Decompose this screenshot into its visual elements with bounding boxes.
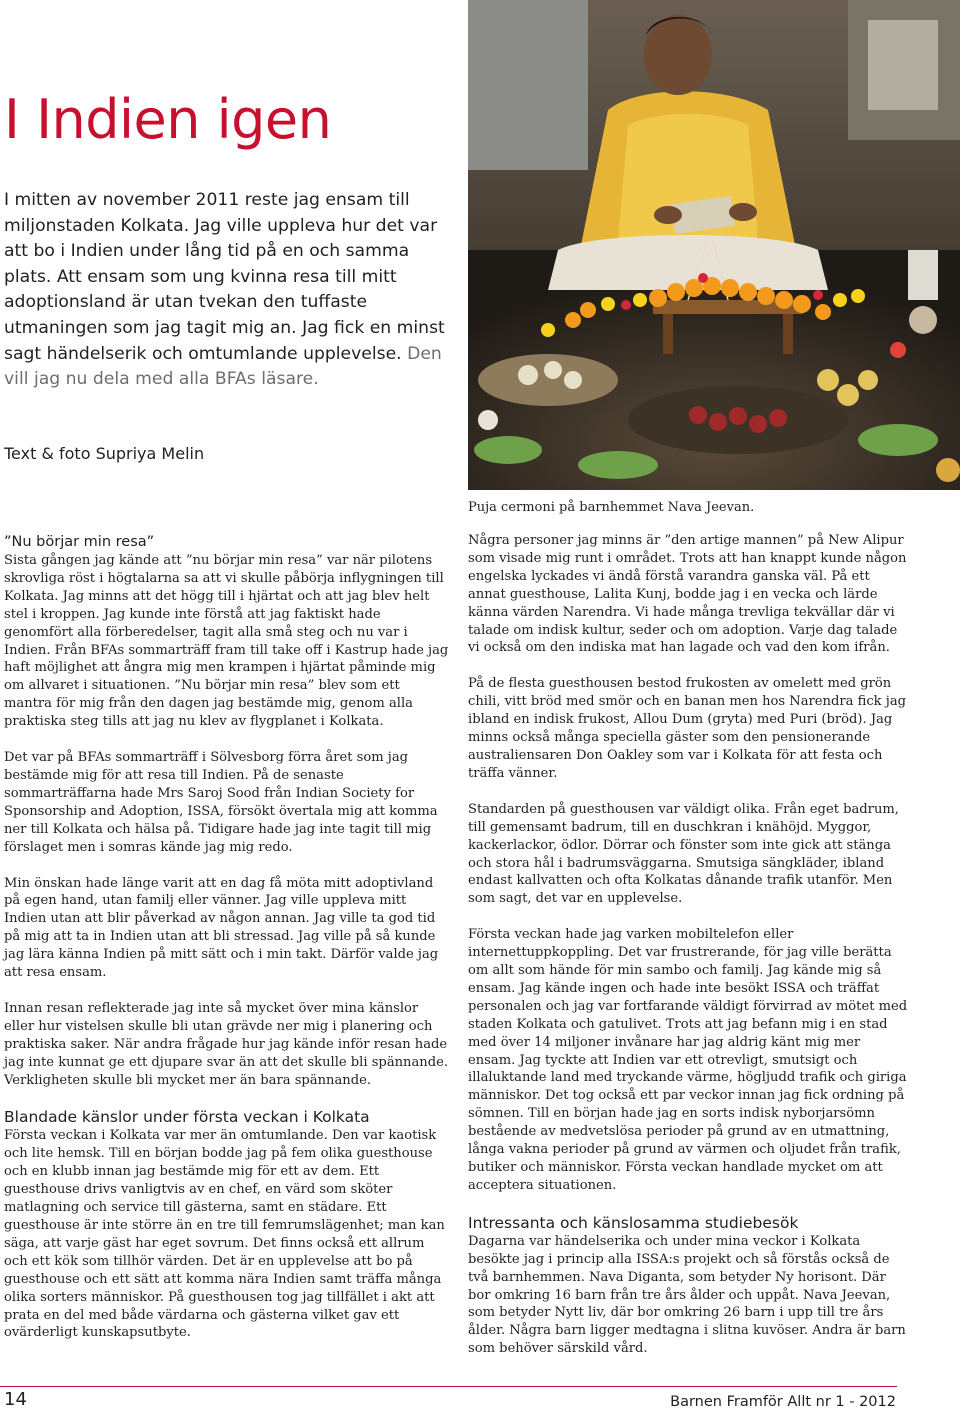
lead-text: I mitten av november 2011 reste jag ensam till miljonstaden Kolkata. Jag ville uppleva hur det var att bo i Indien under lång tid på en och samma plats. Att ensam som ung kvinna resa till mitt adoptionsland är utan tvekan den tuffaste utmaningen som jag tagit mig an. Jag fick en minst sagt händelserik och omtumlande upplevelse. xyxy=(4,190,445,364)
article-photo xyxy=(468,0,960,490)
paragraph: På de flesta guesthousen bestod frukosten av omelett med grön chili, vitt bröd med smör och en banan men hos Narendra fick jag ibland en indisk frukost, Allou Dum (gryta) med Puri (bröd). Jag minns också många speciella gäster som den pensionerande australiensaren Don Oakley som var i Kolkata för att festa och träffa vänner. xyxy=(468,676,907,781)
article-title: I Indien igen xyxy=(4,88,332,151)
paragraph: Några personer jag minns är ”den artige mannen” på New Alipur som visade mig runt i området. Trots att han knappt kunde någon engelska lyckades vi ändå förstå varandra ganska väl. På ett annat guesthouse, Lalita Kunj, bodde jag i en vecka och lärde känna värden Narendra. Vi hade många trevliga tekvällar där vi talade om indisk kultur, seder och om adoption. Varje dag talade vi också om den indiska mat han lagade och vad den kom ifrån. xyxy=(468,533,907,656)
paragraph: Innan resan reflekterade jag inte så mycket över mina känslor eller hur vistelsen skulle bli utan grävde ner mig i planering och praktiska saker. När andra frågade hur jag kände inför resan hade jag inte kunnat ge ett djupare svar än att det skulle bli spännande. Verkligheten skulle bli mycket mer än bara spännande. xyxy=(4,1000,449,1088)
section-heading: ”Nu börjar min resa” xyxy=(4,534,155,550)
article-lead xyxy=(4,188,449,393)
puja-ceremony-photo xyxy=(468,0,960,490)
byline: Text & foto Supriya Melin xyxy=(4,444,205,463)
publication-footer: Barnen Framför Allt nr 1 - 2012 xyxy=(670,1394,896,1410)
paragraph: Första veckan i Kolkata var mer än omtumlande. Den var kaotisk och lite hemsk. Till en början bodde jag på fem olika guesthouse och en klubb innan jag bestämde mig för ett av dem. Ett guesthouse drivs vanligtvis av en chef, en värd som sköter matlagning och service till gästerna, samt en städare. Ett guesthouse är inte större än en tre till femrumslägenhet; man kan säga, att varje gäst har eget sovrum. Det finns också ett allrum och ett kök som tillhör värden. Det är en upplevelse att bo på guesthouse och ett sätt att komma nära Indien samt träffa många olika sorters människor. På guesthousen tog jag tillfället i akt att prata en del med både värdarna och gästerna vilket gav ett ovärderligt kunskapsutbyte. xyxy=(4,1128,445,1341)
section-heading: Blandade känslor under första veckan i Kolkata xyxy=(4,1108,370,1127)
left-column xyxy=(4,532,451,1360)
paragraph: Min önskan hade länge varit att en dag få möta mitt adoptivland på egen hand, utan familj eller vänner. Jag ville uppleva mitt Indien utan att blir påverkad av någon annan. Jag ville ta god tid på mig att ta in Indien utan att bli stressad. Jag ville på så kunde jag lära känna Indien på mitt sätt och i min takt. Därför valde jag att resa ensam. xyxy=(4,875,439,981)
lead-text-emphasis: Den vill jag nu dela med alla BFAs läsare. xyxy=(4,343,442,390)
page-number: 14 xyxy=(4,1389,27,1410)
paragraph: Dagarna var händelserika och under mina veckor i Kolkata besökte jag i princip alla ISSA:s projekt och så förstås också de två barnhemmen. Nava Diganta, som betyder Ny horisont. Där bor omkring 16 barn från tre års ålder och uppåt. Nava Jeevan, som betyder Nytt liv, där bor omkring 26 barn i upp till tre års ålder. Några barn ligger medtagna i slitna kuvöser. Andra är barn som behöver särskild vård. xyxy=(468,1233,906,1357)
paragraph: Det var på BFAs sommarträff i Sölvesborg förra året som jag bestämde mig för att resa till Indien. På de senaste sommarträffarna hade Mrs Saroj Sood från Indian Society for Sponsorship and Adoption, ISSA, försökt övertala mig att komma ner till Kolkata och hälsa på. Tidigare hade jag inte tagit till mig förslaget men i somras kände jag mig redo. xyxy=(4,750,438,855)
paragraph: Standarden på guesthousen var väldigt olika. Från eget badrum, till gemensamt badrum, till en duschkran i knähöjd. Myggor, kackerlackor, ödlor. Dörrar och fönster som inte gick att stänga och stora hål i badrumsväggarna. Smutsiga sängkläder, ibland endast kallvatten och ofta Kolkatas dånande trafik utanför. Men som sagt, det var en upplevelse. xyxy=(468,801,899,907)
section-heading: Intressanta och känslosamma studiebesök xyxy=(468,1213,799,1232)
paragraph: Sista gången jag kände att ”nu börjar min resa” var när pilotens skrovliga röst i högtalarna sa att vi skulle påbörja inflygningen till Kolkata. Jag minns att det högg till i hjärtat och att jag blev helt stel i kroppen. Jag kunde inte förstå att jag faktiskt hade genomfört alla förberedelser, tagit alla små steg och nu var i Indien. Från BFAs sommarträff fram till take off i Kastrup hade jag haft möjlighet att ångra mig men krampen i hjärtat påminde mig om allvaret i situationen. ”Nu börjar min resa” blev som ett mantra för mig från den dagen jag bestämde mig, genom alla praktiska steg tills att jag nu klev av flygplanet i Kolkata. xyxy=(4,553,449,730)
photo-caption: Puja cermoni på barnhemmet Nava Jeevan. xyxy=(468,500,755,515)
right-column xyxy=(468,532,908,1376)
paragraph: Första veckan hade jag varken mobiltelefon eller internettuppkoppling. Det var frustrerande, för jag ville berätta om allt som hände för min sambo och familj. Jag kände mig så ensam. Jag kände ingen och hade inte besökt ISSA och träffat personalen och jag var fortfarande väldigt förvirrad av mötet med staden Kolkata och gatulivet. Trots att jag befann mig i en stad med över 14 miljoner invånare har jag aldrig känt mig mer ensam. Jag tyckte att Indien var ett otrevligt, smutsigt och illaluktande land med tryckande värme, högljudd trafik och giriga människor. Det tog också ett par veckor innan jag fick ordning på sömnen. Till en början hade jag en sorts indisk nyborjarsömn bestående av medvetslösa perioder på grund av en utmattning, långa vakna perioder på grund av värmen och oljudet från trafik, butiker och människor. Första veckan handlade mycket om att acceptera situationen. xyxy=(468,927,908,1193)
footer-rule xyxy=(0,1386,897,1387)
